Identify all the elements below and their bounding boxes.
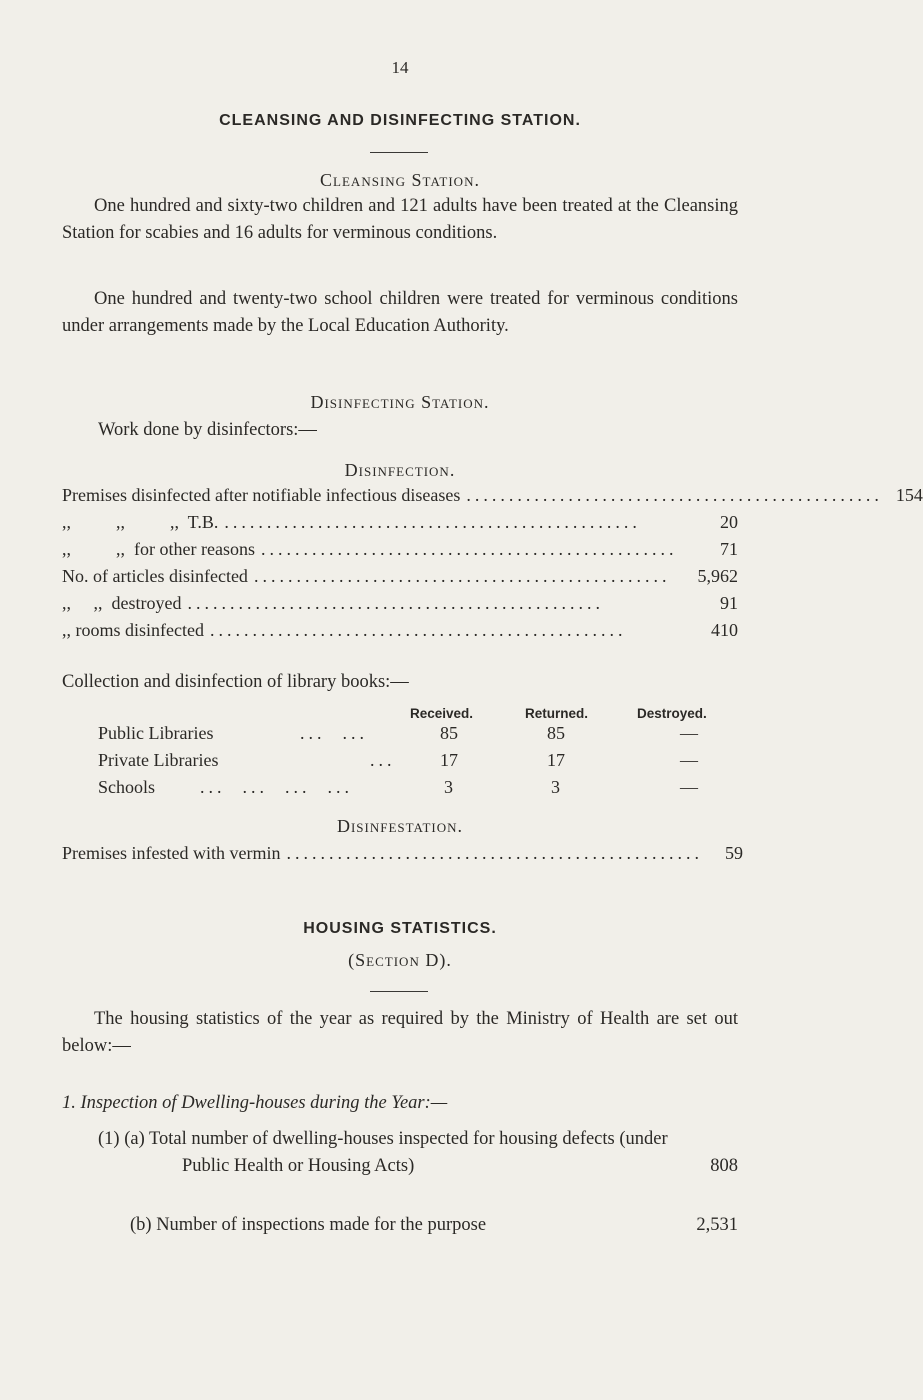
row-label: Premises infested with vermin bbox=[62, 843, 281, 863]
row-label: ,, ,, for other reasons bbox=[62, 539, 255, 559]
disinfestation-table bbox=[62, 840, 743, 867]
table-row bbox=[62, 482, 923, 509]
page-number: 14 bbox=[391, 58, 409, 77]
received-value: 17 bbox=[440, 750, 458, 770]
row-value: 59 bbox=[724, 843, 743, 863]
paragraph-text: One hundred and twenty-two school children were treated for verminous conditions under arrangements made by the Local Education Authority. bbox=[62, 289, 738, 336]
paragraph-cleansing-1 bbox=[62, 193, 738, 247]
library-name: Public Libraries bbox=[98, 723, 214, 743]
row-label: ,, rooms disinfected bbox=[62, 620, 204, 640]
table-row bbox=[0, 747, 800, 774]
received-value: 85 bbox=[440, 723, 458, 743]
leader-dots: ... ... bbox=[300, 723, 368, 743]
row-label: ,, ,, ,, T.B. bbox=[62, 512, 219, 532]
divider bbox=[370, 991, 428, 992]
row-value: 20 bbox=[720, 512, 738, 532]
table-row bbox=[0, 720, 800, 747]
leader-dots: ................................................. bbox=[253, 566, 671, 586]
leader-dots: ................................................. bbox=[286, 843, 703, 863]
subheading-disinfestation: Disinfestation. bbox=[336, 816, 464, 836]
item1-title: 1. Inspection of Dwelling-houses during the Year:— bbox=[62, 1093, 448, 1113]
section-heading-cleansing: CLEANSING AND DISINFECTING STATION. bbox=[219, 112, 581, 129]
disinfection-table bbox=[62, 482, 923, 644]
leader-dots: ................................................. bbox=[187, 593, 604, 613]
destroyed-value: — bbox=[680, 750, 698, 770]
returned-value: 17 bbox=[547, 750, 565, 770]
table-row bbox=[62, 509, 738, 536]
work-done-intro: Work done by disinfectors:— bbox=[98, 420, 317, 440]
item1a-text: (1) (a) Total number of dwelling-houses inspected for housing defects (under Public Health or Housing Acts) bbox=[98, 1129, 668, 1176]
item1a-row bbox=[98, 1126, 738, 1180]
row-value: 410 bbox=[711, 620, 738, 640]
subheading-disinfection: Disinfection. bbox=[344, 460, 456, 480]
returned-value: 85 bbox=[547, 723, 565, 743]
library-table bbox=[0, 720, 800, 801]
item1a bbox=[98, 1126, 738, 1180]
subheading-cleansing-station: Cleansing Station. bbox=[320, 170, 480, 190]
leader-dots: ................................................. bbox=[466, 485, 883, 505]
row-label: Premises disinfected after notifiable infectious diseases bbox=[62, 485, 461, 505]
paragraph-cleansing-2 bbox=[62, 286, 738, 340]
table-row bbox=[62, 563, 738, 590]
leader-dots: ................................................. bbox=[260, 539, 678, 559]
table-row bbox=[0, 774, 800, 801]
row-value: 91 bbox=[720, 593, 738, 613]
leader-dots: ................................................. bbox=[209, 620, 627, 640]
col-header-destroyed: Destroyed. bbox=[637, 706, 707, 721]
destroyed-value: — bbox=[680, 777, 698, 797]
col-header-returned: Returned. bbox=[525, 706, 589, 721]
item1b bbox=[130, 1212, 738, 1239]
table-row bbox=[62, 590, 738, 617]
row-value: 71 bbox=[720, 539, 738, 559]
returned-value: 3 bbox=[551, 777, 560, 797]
library-intro: Collection and disinfection of library books:— bbox=[62, 672, 409, 692]
section-heading-housing: HOUSING STATISTICS. bbox=[303, 920, 497, 937]
subheading-section-d: (Section D). bbox=[348, 950, 452, 970]
col-header-received: Received. bbox=[410, 706, 474, 721]
divider bbox=[370, 152, 428, 153]
table-row bbox=[62, 840, 743, 867]
leader-dots: ................................................. bbox=[224, 512, 641, 532]
table-row bbox=[62, 536, 738, 563]
item1a-value: 808 bbox=[710, 1156, 738, 1176]
library-name: Private Libraries bbox=[98, 750, 219, 770]
paragraph-housing-intro bbox=[62, 1006, 738, 1060]
table-row bbox=[62, 617, 738, 644]
paragraph-text: The housing statistics of the year as required by the Ministry of Health are set out below:— bbox=[62, 1009, 738, 1056]
row-value: 5,962 bbox=[697, 566, 738, 586]
paragraph-text: One hundred and sixty-two children and 121 adults have been treated at the Cleansing Station for scabies and 16 adults for verminous conditions. bbox=[62, 196, 738, 243]
row-label: No. of articles disinfected bbox=[62, 566, 248, 586]
library-name: Schools bbox=[98, 777, 156, 797]
destroyed-value: — bbox=[680, 723, 698, 743]
received-value: 3 bbox=[444, 777, 453, 797]
row-label: ,, ,, destroyed bbox=[62, 593, 182, 613]
item1b-text: (b) Number of inspections made for the purpose bbox=[130, 1215, 487, 1235]
subheading-disinfecting-station: Disinfecting Station. bbox=[310, 392, 490, 412]
item1b-value: 2,531 bbox=[696, 1215, 738, 1235]
row-value: 154 bbox=[895, 485, 923, 505]
leader-dots: ... bbox=[370, 750, 396, 770]
leader-dots: ... ... ... ... bbox=[200, 777, 353, 797]
